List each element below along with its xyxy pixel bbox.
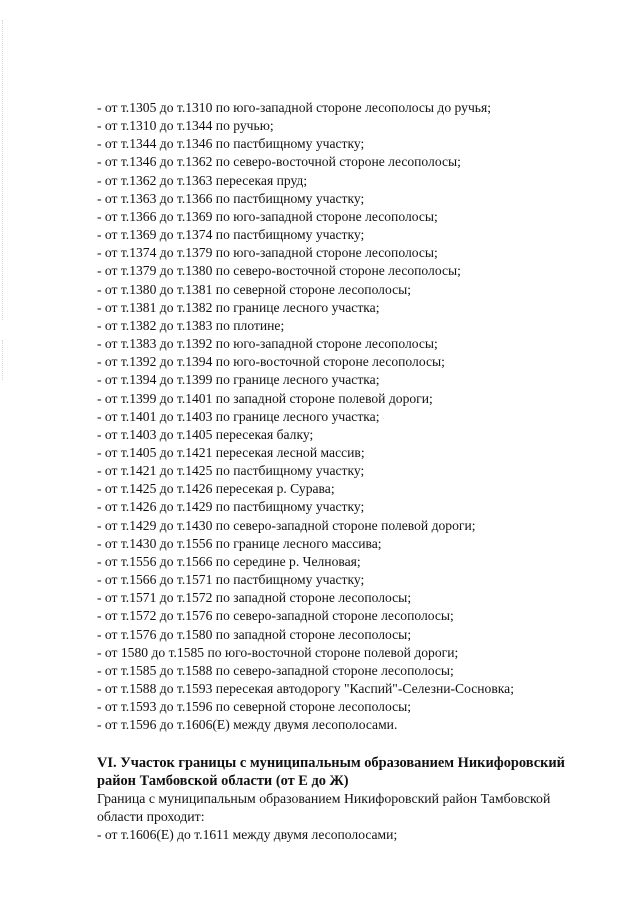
boundary-segment-line: - от т.1380 до т.1381 по северной стороне лесополосы; <box>97 281 412 297</box>
boundary-segment-line: - от 1580 до т.1585 по юго-восточной стороне полевой дороги; <box>97 644 459 660</box>
section-vi-heading-line-1: VI. Участок границы с муниципальным образованием Никифоровский <box>97 755 565 772</box>
boundary-segment-line: - от т.1606(Е) до т.1611 между двумя лесополосами; <box>97 827 398 843</box>
boundary-segment-line: - от т.1362 до т.1363 пересекая пруд; <box>97 172 308 188</box>
boundary-segment-line: - от т.1374 до т.1379 по юго-западной стороне лесополосы; <box>97 245 438 261</box>
boundary-segment-line: - от т.1344 до т.1346 по пастбищному участку; <box>97 136 365 152</box>
boundary-segment-line: - от т.1596 до т.1606(Е) между двумя лесополосами. <box>97 717 398 733</box>
boundary-segment-line: - от т.1588 до т.1593 пересекая автодорогу "Каспий"-Селезни-Сосновка; <box>97 681 514 696</box>
boundary-segment-line: - от т.1346 до т.1362 по северо-восточной стороне лесополосы; <box>97 154 461 170</box>
boundary-segment-line: - от т.1576 до т.1580 по западной стороне лесополосы; <box>97 626 412 642</box>
boundary-segment-line: - от т.1366 до т.1369 по юго-западной стороне лесополосы; <box>97 208 438 224</box>
boundary-segment-line: - от т.1572 до т.1576 по северо-западной стороне лесополосы; <box>97 608 454 624</box>
boundary-segment-line: - от т.1401 до т.1403 по границе лесного участка; <box>97 408 380 424</box>
boundary-segment-line: - от т.1392 до т.1394 по юго-восточной стороне лесополосы; <box>97 354 445 370</box>
boundary-segment-line: - от т.1593 до т.1596 по северной стороне лесополосы; <box>97 699 412 715</box>
boundary-segment-line: - от т.1421 до т.1425 по пастбищному участку; <box>97 463 365 479</box>
boundary-segment-line: - от т.1430 до т.1556 по границе лесного массива; <box>97 535 382 551</box>
boundary-segment-line: - от т.1310 до т.1344 по ручью; <box>97 118 274 134</box>
boundary-segment-line: - от т.1381 до т.1382 по границе лесного участка; <box>97 299 380 315</box>
boundary-segment-line: - от т.1405 до т.1421 пересекая лесной массив; <box>97 444 365 460</box>
boundary-segment-list <box>97 99 617 734</box>
boundary-segment-line: - от т.1566 до т.1571 по пастбищному участку; <box>97 572 365 588</box>
boundary-segment-line: - от т.1379 до т.1380 по северо-восточной стороне лесополосы; <box>97 263 461 279</box>
section-vi-intro-line-1: Граница с муниципальным образованием Никифоровский район Тамбовской <box>97 791 551 807</box>
section-vi-heading-line-2: район Тамбовской области (от Е до Ж) <box>97 773 349 790</box>
boundary-segment-line: - от т.1394 до т.1399 по границе лесного участка; <box>97 372 380 388</box>
boundary-segment-line: - от т.1585 до т.1588 по северо-западной стороне лесополосы; <box>97 662 454 678</box>
boundary-segment-line: - от т.1556 до т.1566 по середине р. Челновая; <box>97 553 361 569</box>
section-vi-intro-line-2: области проходит: <box>97 809 205 825</box>
boundary-segment-line: - от т.1382 до т.1383 по плотине; <box>97 317 285 333</box>
section-vi-segment-list <box>97 826 617 844</box>
document-body <box>97 99 617 844</box>
boundary-segment-line: - от т.1363 до т.1366 по пастбищному участку; <box>97 190 365 206</box>
section-spacer <box>97 734 617 754</box>
scan-margin-marks <box>2 20 9 320</box>
scan-margin-marks-lower <box>2 340 9 380</box>
boundary-segment-line: - от т.1369 до т.1374 по пастбищному участку; <box>97 227 365 243</box>
boundary-segment-line: - от т.1403 до т.1405 пересекая балку; <box>97 426 314 442</box>
boundary-segment-line: - от т.1383 до т.1392 по юго-западной стороне лесополосы; <box>97 336 438 352</box>
boundary-segment-line: - от т.1429 до т.1430 по северо-западной стороне полевой дороги; <box>97 517 476 533</box>
boundary-segment-line: - от т.1571 до т.1572 по западной стороне лесополосы; <box>97 590 412 606</box>
boundary-segment-line: - от т.1426 до т.1429 по пастбищному участку; <box>97 499 365 515</box>
boundary-segment-line: - от т.1425 до т.1426 пересекая р. Сурава; <box>97 481 335 497</box>
boundary-segment-line: - от т.1305 до т.1310 по юго-западной стороне лесополосы до ручья; <box>97 100 492 115</box>
boundary-segment-line: - от т.1399 до т.1401 по западной стороне полевой дороги; <box>97 390 433 406</box>
